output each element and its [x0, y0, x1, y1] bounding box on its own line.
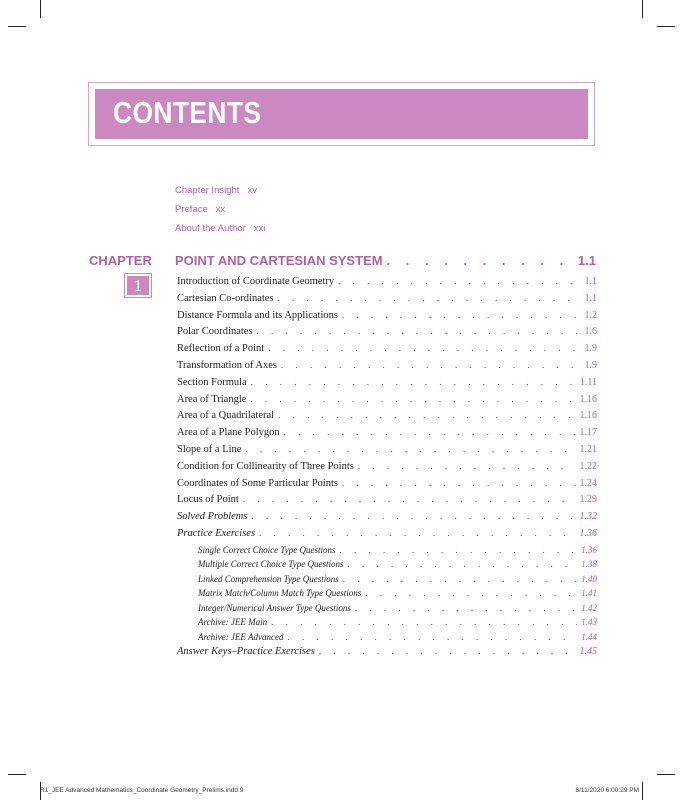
toc-entry[interactable] [177, 377, 597, 394]
toc-entry-page: 1.6 [584, 326, 597, 338]
dot-leader [355, 603, 577, 613]
front-matter-page: xx [215, 204, 226, 215]
chapter-label: CHAPTER [89, 253, 152, 268]
toc-entry-page: 1.21 [579, 443, 597, 455]
toc-entry-title: Solved Problems [177, 511, 248, 523]
dot-leader [245, 444, 575, 454]
toc-entry-page: 1.1 [584, 276, 597, 287]
front-matter-item[interactable] [175, 223, 265, 242]
dot-leader [358, 461, 576, 471]
toc-entry-page: 1.9 [584, 343, 597, 355]
toc-entry[interactable] [177, 276, 597, 293]
front-matter-item[interactable] [175, 204, 265, 223]
dot-leader [284, 427, 576, 437]
toc-entry[interactable] [177, 444, 597, 461]
crop-mark [642, 0, 643, 18]
dot-leader [251, 511, 575, 521]
toc-entry[interactable] [177, 410, 597, 427]
dot-leader [343, 574, 578, 584]
toc-entry[interactable] [177, 494, 597, 511]
dot-leader [243, 494, 576, 504]
toc-sub-entry[interactable] [177, 603, 597, 618]
toc-sub-entry[interactable] [177, 632, 597, 647]
dot-leader [365, 588, 577, 598]
toc-entry-title: Area of a Quadrilateral [177, 410, 275, 422]
dot-leader [278, 410, 575, 420]
toc-entry-page: 1.45 [579, 646, 597, 658]
chapter-title-row[interactable] [175, 253, 596, 268]
dot-leader [342, 478, 576, 488]
front-matter-item[interactable] [175, 185, 265, 204]
toc-entry[interactable] [177, 293, 597, 310]
dot-leader [339, 545, 577, 555]
dot-leader [251, 377, 576, 387]
toc-sub-entry[interactable] [177, 559, 597, 574]
toc-sub-entry-title: Integer/Numerical Answer Type Questions [198, 602, 351, 613]
toc-sub-entry-page: 1.38 [581, 559, 597, 570]
toc-entry[interactable] [177, 394, 597, 411]
front-matter-page: xxi [253, 223, 266, 234]
toc-sub-entry-page: 1.40 [581, 573, 597, 584]
toc-sub-entry[interactable] [177, 588, 597, 603]
toc-entry-page: 1.16 [579, 393, 597, 405]
toc-sub-entry[interactable] [177, 617, 597, 632]
toc-sub-entry-title: Single Correct Choice Type Questions [198, 544, 336, 555]
crop-mark [642, 782, 643, 800]
toc-entry-page: 1.29 [579, 494, 597, 506]
toc-entry-title: Condition for Collinearity of Three Points [177, 460, 354, 472]
toc-entry-title: Practice Exercises [177, 527, 256, 539]
toc-entry-title: Transformation of Axes [177, 359, 277, 371]
toc-sub-entry-title: Archive: JEE Main [198, 617, 268, 628]
toc-entry[interactable] [177, 360, 597, 377]
toc-sub-entry-title: Linked Comprehension Type Questions [198, 573, 339, 584]
dot-leader [338, 276, 580, 286]
toc-sub-entry-page: 1.44 [581, 631, 597, 642]
footer-filename: R1_JEE Advanced Mathematics_Coordinate Geometry_Prelims.indd 9 [40, 787, 244, 794]
toc-entry-page: 1.36 [579, 527, 597, 539]
dot-leader [281, 360, 581, 370]
toc-entry-title: Coordinates of Some Particular Points [177, 477, 338, 489]
toc-entry-title: Distance Formula and its Applications [177, 309, 338, 321]
toc-entry-page: 1.9 [584, 359, 597, 371]
toc-entry-title: Reflection of a Point [177, 343, 265, 355]
toc-sub-entry-page: 1.36 [581, 544, 597, 555]
toc-entry-title: Answer Keys–Practice Exercises [177, 646, 315, 658]
front-matter-list [175, 185, 265, 242]
chapter-number-box [124, 273, 152, 298]
toc-entry-title: Section Formula [177, 376, 247, 388]
dot-leader [250, 394, 575, 404]
front-matter-title: Chapter Insight [175, 185, 240, 196]
page-title: CONTENTS [113, 95, 262, 130]
dot-leader [342, 310, 581, 320]
toc-sub-entry-page: 1.43 [581, 617, 597, 628]
chapter-title: POINT AND CARTESIAN SYSTEM [175, 253, 383, 268]
toc-sub-entry[interactable] [177, 574, 597, 589]
dot-leader [259, 528, 575, 538]
toc-entry-page: 1.1 [584, 292, 597, 304]
toc-sub-entry-title: Matrix Match/Column Match Type Questions [198, 588, 362, 599]
front-matter-page: xv [247, 185, 257, 196]
contents-banner-fill [95, 89, 588, 139]
dot-leader [319, 646, 576, 656]
toc-entry[interactable] [177, 427, 597, 444]
toc-entry[interactable] [177, 478, 597, 495]
footer-timestamp: 8/11/2020 6:00:29 PM [575, 787, 639, 794]
dot-leader [387, 253, 574, 268]
crop-mark [657, 26, 675, 27]
dot-leader [271, 617, 577, 627]
toc-entry-title: Area of a Plane Polygon [177, 427, 280, 439]
toc-entry-title: Slope of a Line [177, 443, 242, 455]
crop-mark [8, 26, 26, 27]
toc-sub-entry[interactable] [177, 545, 597, 560]
toc-entry-page: 1.16 [579, 410, 597, 422]
toc-entry-page: 1.2 [584, 309, 597, 321]
toc-entry-title: Polar Coordinates [177, 326, 253, 338]
toc-entry-title: Cartesian Co-ordinates [177, 292, 274, 304]
toc-entry-title: Area of Triangle [177, 393, 247, 405]
chapter-number: 1 [127, 276, 149, 295]
toc-entry[interactable] [177, 511, 597, 528]
toc-entry-title: Locus of Point [177, 494, 239, 506]
dot-leader [257, 326, 581, 336]
toc-entry[interactable] [177, 528, 597, 545]
chapter-page: 1.1 [577, 253, 596, 268]
crop-mark [8, 774, 26, 775]
dot-leader [347, 559, 577, 569]
toc-entry-page: 1.17 [579, 427, 597, 439]
dot-leader [287, 632, 577, 642]
toc-sub-entry-page: 1.42 [581, 602, 597, 613]
toc-entry-page: 1.32 [579, 511, 597, 523]
toc-entry[interactable] [177, 310, 597, 327]
toc-entry[interactable] [177, 646, 597, 663]
front-matter-title: Preface [175, 204, 208, 215]
front-matter-title: About the Author [175, 223, 246, 234]
crop-mark [657, 774, 675, 775]
toc-entry-title: Introduction of Coordinate Geometry [177, 276, 335, 287]
toc-list [177, 276, 597, 663]
toc-entry-page: 1.24 [579, 477, 597, 489]
toc-sub-entry-title: Multiple Correct Choice Type Questions [198, 559, 344, 570]
toc-entry[interactable] [177, 461, 597, 478]
contents-banner [88, 82, 595, 146]
toc-entry[interactable] [177, 326, 597, 343]
toc-entry-page: 1.22 [579, 460, 597, 472]
dot-leader [268, 343, 580, 353]
toc-sub-entry-page: 1.41 [581, 588, 597, 599]
dot-leader [278, 293, 581, 303]
toc-entry[interactable] [177, 343, 597, 360]
toc-entry-page: 1.11 [579, 376, 597, 388]
toc-sub-entry-title: Archive: JEE Advanced [198, 631, 284, 642]
crop-mark [40, 0, 41, 18]
